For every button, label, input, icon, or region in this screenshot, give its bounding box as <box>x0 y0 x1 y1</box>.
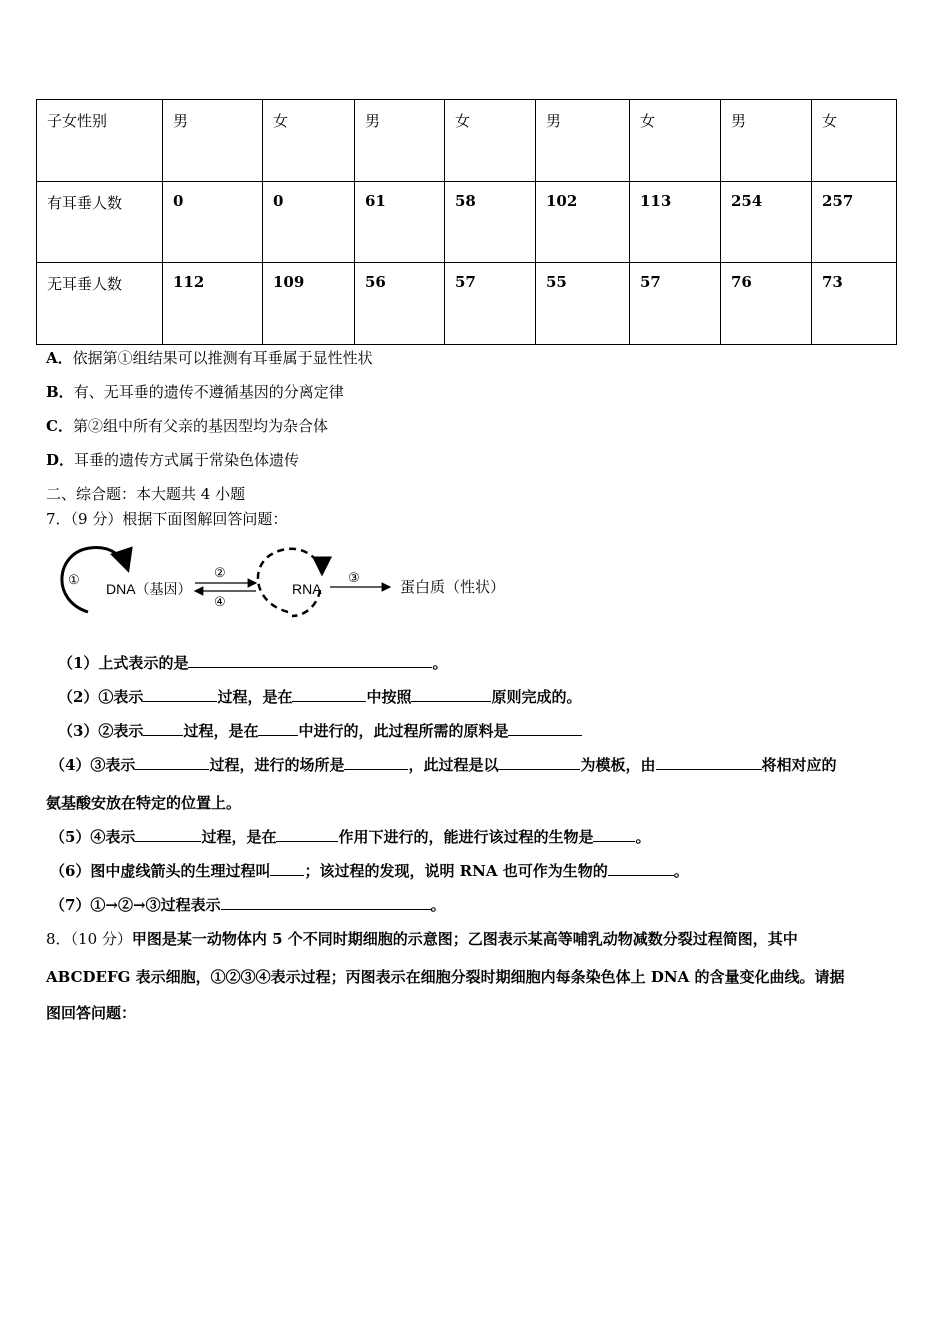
table-cell: 男 <box>536 100 630 182</box>
label-3: ③ <box>348 571 360 586</box>
table-cell: 男 <box>163 100 263 182</box>
sub-text: ，此过程是以 <box>408 756 499 774</box>
option-text: 耳垂的遗传方式属于常染色体遗传 <box>74 451 300 469</box>
table-row <box>37 181 897 263</box>
q8-line1 <box>46 928 798 949</box>
option-letter: D． <box>46 451 75 469</box>
label-1: ① <box>68 573 80 588</box>
table-cell: 男 <box>355 100 445 182</box>
q7-sub2 <box>58 686 582 707</box>
table-cell: 57 <box>445 263 536 345</box>
answer-blank[interactable] <box>593 827 635 842</box>
table-cell: 女 <box>812 100 897 182</box>
answer-blank[interactable] <box>411 687 491 702</box>
option-letter: A． <box>46 349 73 367</box>
table-cell: 0 <box>163 181 263 263</box>
sub-text: 。 <box>432 654 448 672</box>
answer-blank[interactable] <box>608 861 674 876</box>
question-number: 8．（10 分） <box>46 930 132 948</box>
table-cell: 女 <box>630 100 721 182</box>
sub-text: ；该过程的发现，说明 RNA 也可作为生物的 <box>304 862 608 880</box>
table-cell: 102 <box>536 181 630 263</box>
table-cell: 109 <box>263 263 355 345</box>
option-text: 有、无耳垂的遗传不遵循基因的分离定律 <box>73 383 344 401</box>
q7-sub5 <box>50 826 651 847</box>
sub-text: 。 <box>673 862 689 880</box>
answer-blank[interactable] <box>270 861 304 876</box>
sub-text: （7）①→②→③过程表示 <box>50 896 221 914</box>
sub-text: 中进行的，此过程所需的原料是 <box>298 722 509 740</box>
answer-blank[interactable] <box>344 755 408 770</box>
answer-blank[interactable] <box>292 687 366 702</box>
sub-text: 将相对应的 <box>761 756 837 774</box>
table-cell: 55 <box>536 263 630 345</box>
answer-blank[interactable] <box>656 755 762 770</box>
option-b <box>46 381 344 402</box>
option-letter: B． <box>46 383 74 401</box>
table-cell: 57 <box>630 263 721 345</box>
label-2: ② <box>214 566 226 581</box>
table-header-row <box>37 100 897 182</box>
table-cell: 女 <box>445 100 536 182</box>
answer-blank[interactable] <box>143 721 183 736</box>
option-c <box>46 415 328 436</box>
rna-label: RNA <box>292 581 322 597</box>
table-cell: 无耳垂人数 <box>37 263 163 345</box>
sub-text: （5）④表示 <box>50 828 136 846</box>
protein-label: 蛋白质（性状） <box>400 578 506 596</box>
table-cell: 女 <box>263 100 355 182</box>
q7-sub4 <box>50 754 837 775</box>
q7-stem <box>46 508 287 529</box>
sub-text: 为模板，由 <box>580 756 656 774</box>
answer-blank[interactable] <box>508 721 582 736</box>
sub-text: 。 <box>635 828 651 846</box>
q7-sub7 <box>50 894 446 915</box>
sub-text: 中按照 <box>366 688 412 706</box>
option-d <box>46 449 299 470</box>
dna-label: DNA（基因） <box>106 581 192 597</box>
answer-blank[interactable] <box>276 827 338 842</box>
table-cell: 73 <box>812 263 897 345</box>
answer-blank[interactable] <box>258 721 298 736</box>
label-4: ④ <box>214 595 226 610</box>
ear-lobe-table <box>36 99 897 345</box>
answer-blank[interactable] <box>221 895 431 910</box>
table-cell: 257 <box>812 181 897 263</box>
q8-line2: ABCDEFG 表示细胞，①②③④表示过程；丙图表示在细胞分裂时期细胞内每条染色体上 DNA 的含量变化曲线。请据 <box>46 968 845 986</box>
sub-text: （2）①表示 <box>58 688 144 706</box>
q7-sub6 <box>50 860 689 881</box>
question-text: 根据下面图解回答问题： <box>122 510 288 528</box>
table-cell: 男 <box>721 100 812 182</box>
sub-text: （4）③表示 <box>50 756 136 774</box>
table-cell: 76 <box>721 263 812 345</box>
sub-text: 过程，是在 <box>217 688 293 706</box>
table-row <box>37 263 897 345</box>
sub-text: 过程，是在 <box>183 722 259 740</box>
option-text: 第②组中所有父亲的基因型均为杂合体 <box>72 417 328 435</box>
table-cell: 113 <box>630 181 721 263</box>
option-a <box>46 347 373 368</box>
q7-sub3 <box>58 720 582 741</box>
sub-text: （1）上式表示的是 <box>58 654 189 672</box>
table-cell: 子女性别 <box>37 100 163 182</box>
sub-text: 作用下进行的，能进行该过程的生物是 <box>338 828 594 846</box>
table-cell: 56 <box>355 263 445 345</box>
table-cell: 254 <box>721 181 812 263</box>
option-letter: C． <box>46 417 73 435</box>
sub-text: 过程，进行的场所是 <box>209 756 345 774</box>
option-text: 依据第①组结果可以推测有耳垂属于显性性状 <box>72 349 373 367</box>
sub-text: 。 <box>430 896 446 914</box>
sub-text: （6）图中虚线箭头的生理过程叫 <box>50 862 271 880</box>
answer-blank[interactable] <box>143 687 217 702</box>
q7-sub1 <box>58 652 447 673</box>
sub-text: 过程，是在 <box>201 828 277 846</box>
table-cell: 112 <box>163 263 263 345</box>
central-dogma-diagram <box>60 540 530 620</box>
sub-text: （3）②表示 <box>58 722 144 740</box>
table-cell: 61 <box>355 181 445 263</box>
table-cell: 0 <box>263 181 355 263</box>
answer-blank[interactable] <box>188 653 432 668</box>
q7-sub4-cont: 氨基酸安放在特定的位置上。 <box>46 794 242 812</box>
table-cell: 58 <box>445 181 536 263</box>
answer-blank[interactable] <box>135 755 209 770</box>
section-title: 二、综合题：本大题共 4 小题 <box>46 485 246 503</box>
question-number: 7．（9 分） <box>46 510 123 528</box>
sub-text: 原则完成的。 <box>491 688 582 706</box>
answer-blank[interactable] <box>135 827 201 842</box>
question-text: 甲图是某一动物体内 5 个不同时期细胞的示意图；乙图表示某高等哺乳动物减数分裂过程简图，其中 <box>131 930 798 948</box>
answer-blank[interactable] <box>498 755 580 770</box>
q8-line3: 图回答问题： <box>46 1004 137 1022</box>
table-cell: 有耳垂人数 <box>37 181 163 263</box>
